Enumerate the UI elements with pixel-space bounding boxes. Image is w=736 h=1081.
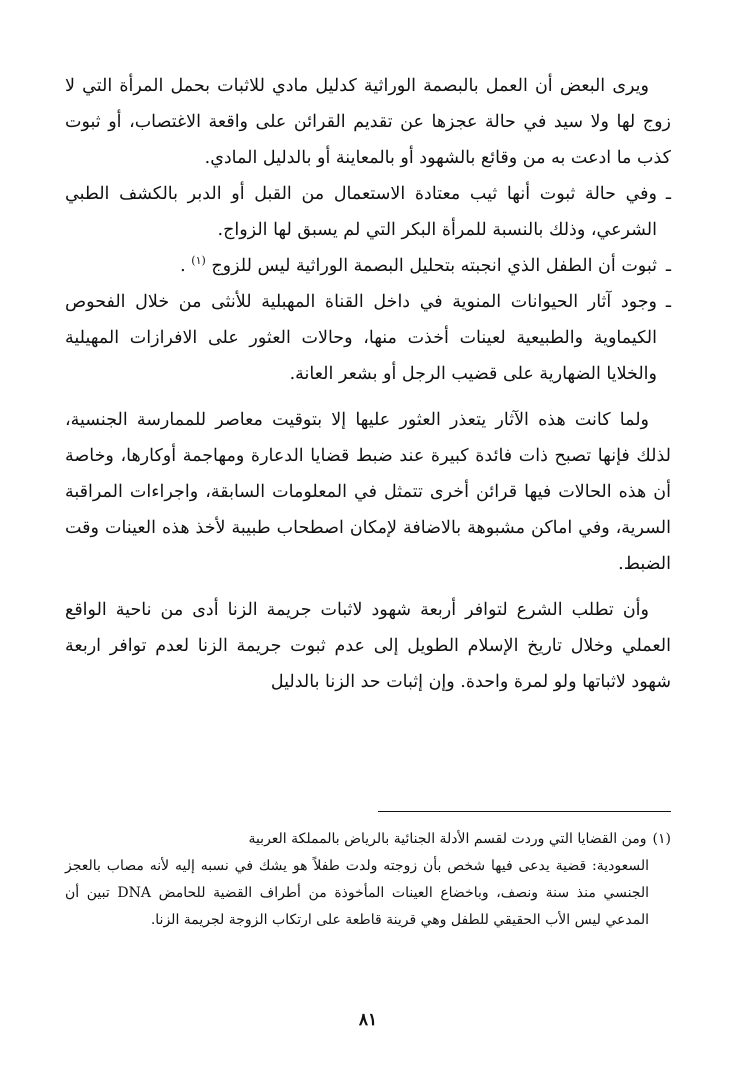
bullet-item-3	[65, 284, 671, 392]
bullet-dash: ـ	[665, 184, 671, 204]
bullet-text: وجود آثار الحيوانات المنوية في داخل القناة المهبلية للأنثى من خلال الفحوص الكيماوية والطبيعية لعينات أخذت منها، وحالات العثور على الافرازات المهيلية والخلايا الضهارية على قضيب الرجل أو بشعر العانة.	[65, 292, 657, 384]
paragraph-1: ويرى البعض أن العمل بالبصمة الوراثية كدليل مادي للاثبات بحمل المرأة التي لا زوج لها ولا سيد في حالة عجزها عن تقديم القرائن على واقعة الاغتصاب، أو ثبوت كذب ما ادعت به من وقائع بالشهود أو بالمعاينة أو بالدليل المادي.	[65, 76, 671, 168]
footnote-line-1: ومن القضايا التي وردت لقسم الأدلة الجنائية بالرياض بالمملكة العربية	[248, 831, 647, 847]
bullet-text: وفي حالة ثبوت أنها ثيب معتادة الاستعمال من القبل أو الدبر بالكشف الطبي الشرعي، وذلك بالنسبة للمرأة البكر التي لم يسبق لها الزواج.	[65, 184, 657, 240]
paragraph-2: ولما كانت هذه الآثار يتعذر العثور عليها إلا بتوقيت معاصر للممارسة الجنسية، لذلك فإنها تصبح ذات فائدة كبيرة عند ضبط قضايا الدعارة ومهاجمة أوكارها، وخاصة أن هذه الحالات فيها قرائن أخرى تتمثل في المعلومات السابقة، واجراءات المراقبة السرية، وفي اماكن مشبوهة بالاضافة لإمكان اصطحاب طبيبة لأخذ هذه العينات وقت الضبط.	[65, 410, 671, 574]
footnote-number: (١)	[652, 831, 671, 847]
page-number: ٨١	[358, 1010, 378, 1030]
footnote-continuation: السعودية: قضية يدعى فيها شخص بأن زوجته ولدت طفلاً هو يشك في نسبه إليه لأنه مصاب بالعجز الجنسي منذ سنة ونصف، وباخضاع العينات المأخوذة من أطراف القضية للحامض DNA تبين أن المدعي ليس الأب الحقيقي للطفل وهي قرينة قاطعة على ارتكاب الزوجة لجريمة الزنا.	[65, 858, 650, 928]
bullet-text-with-ref	[65, 248, 657, 284]
footnote-ref[interactable]: (١)	[191, 254, 206, 268]
footnote-divider	[378, 811, 671, 812]
main-text	[65, 68, 671, 700]
bullet-dash: ـ	[665, 292, 671, 312]
bullet-text: ثبوت أن الطفل الذي انجبته بتحليل البصمة الوراثية ليس للزوج	[211, 256, 657, 276]
bullet-end: .	[180, 256, 186, 276]
bullet-item-2	[65, 248, 671, 284]
bullet-dash: ـ	[665, 256, 671, 276]
footnote	[65, 826, 671, 934]
paragraph-3: وأن تطلب الشرع لتوافر أربعة شهود لاثبات جريمة الزنا أدى من ناحية الواقع العملي وخلال تاريخ الإسلام الطويل إلى عدم ثبوت جريمة الزنا لعدم توافر اربعة شهود لاثباتها ولو لمرة واحدة. وإن إثبات حد الزنا بالدليل	[65, 600, 671, 692]
bullet-item-1	[65, 176, 671, 248]
